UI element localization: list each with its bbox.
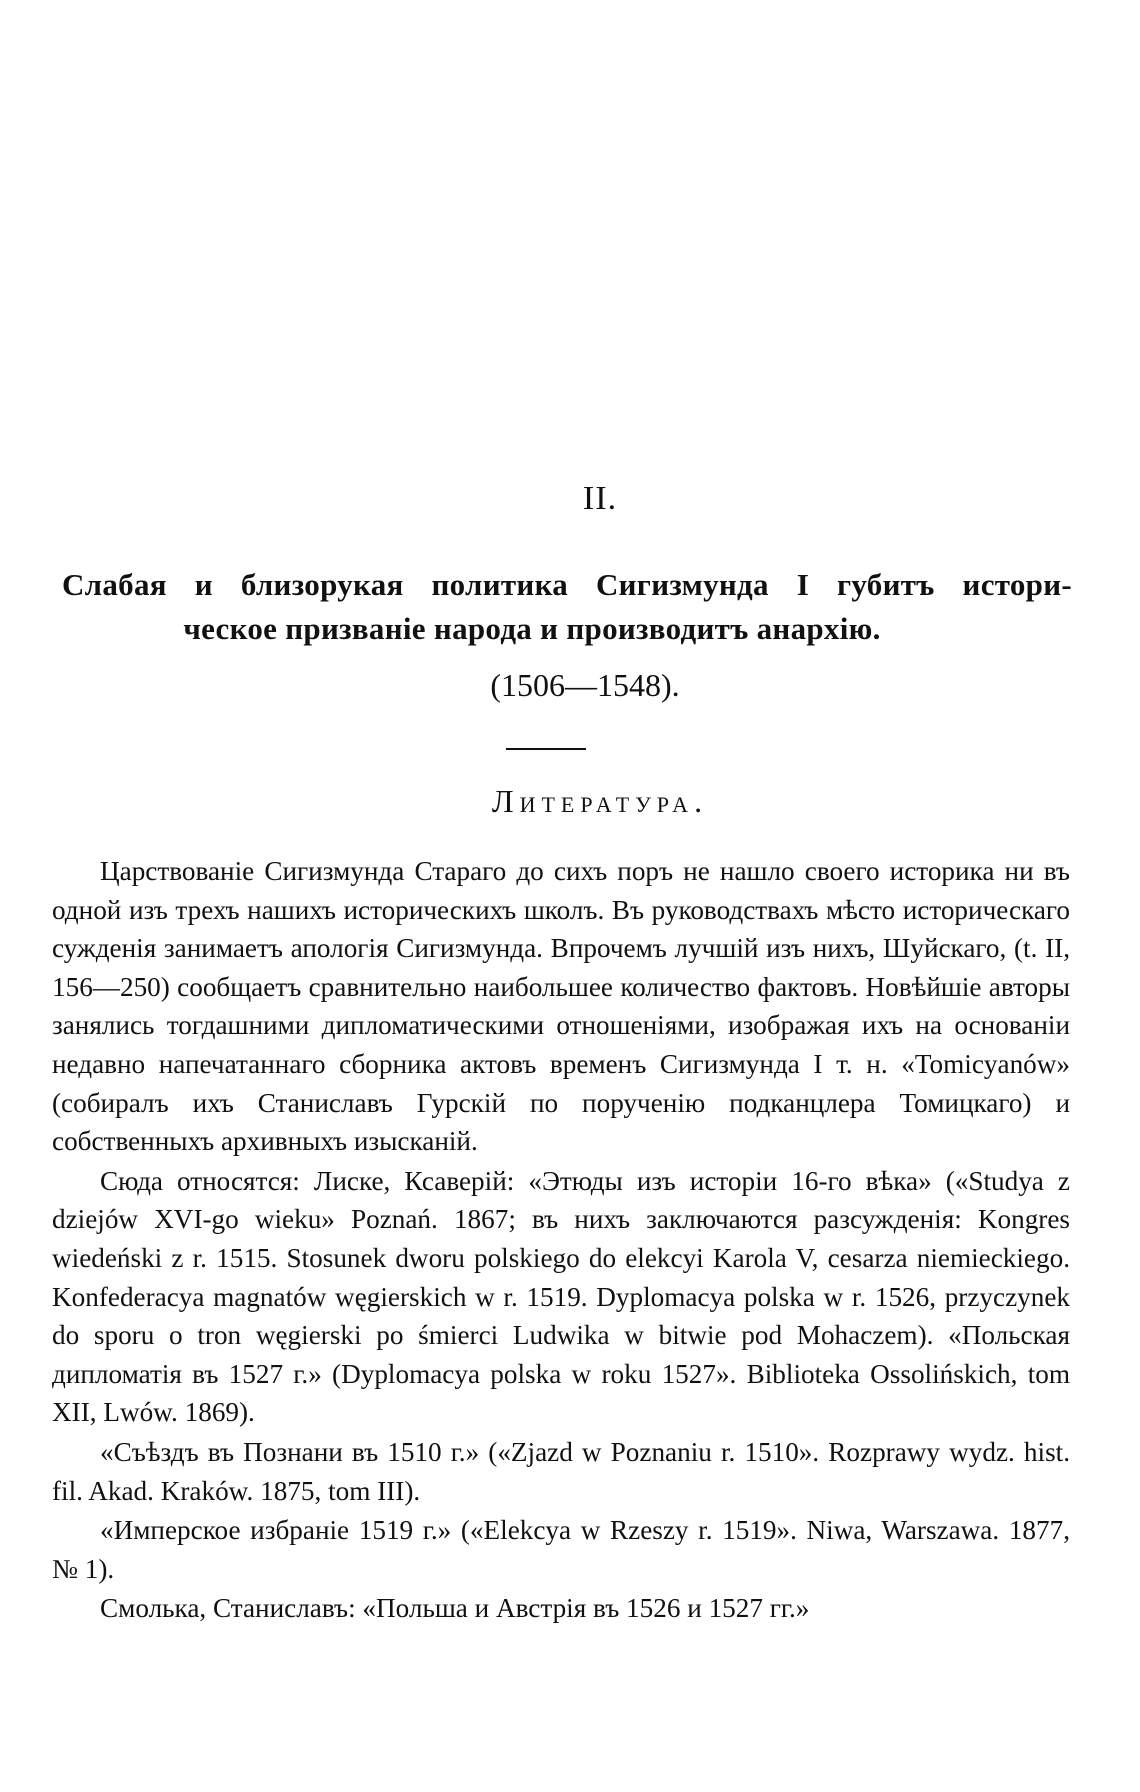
paragraph-bibliography-elekcya: «Имперское избраніе 1519 г.» («Elekcya w Rzeszy r. 1519». Niwa, Warszawa. 1877, № 1). <box>52 1515 1070 1584</box>
paragraph-bibliography-smolka: Смолька, Станиславъ: «Польша и Австрія въ 1526 и 1527 гг.» <box>100 1593 810 1624</box>
section-heading-literature: Литература. <box>491 783 709 819</box>
chapter-title-line-1: Слабая и близорукая политика Сигизмунда I губитъ истори- <box>62 567 1072 602</box>
body-text <box>52 852 1070 1628</box>
chapter-number: II. <box>582 480 618 517</box>
chapter-title-line-2: ческое призваніе народа и производитъ анархію. <box>183 611 881 646</box>
section-divider-rule <box>506 748 586 750</box>
paragraph-bibliography-liske: Сюда относятся: Лиске, Ксаверій: «Этюды изъ исторіи 16-го вѣка» («Studya z dziejów XVI-go wieku» Poznań. 1867; въ нихъ заключаются разсужденія: Kongres wiedeński z r. 1515. Stosunek dworu polskiego do elekcyi Karola V, cesarza niemieckiego. Konfederacya magnatów węgierskich w r. 1519. Dyplomacya polska w r. 1526, przyczynek do sporu o tron węgierski po śmierci Ludwika w bitwie pod Mohaczem). «Польская дипломатія въ 1527 г.» (Dyplomacya polska w roku 1527». Biblioteka Ossolińskich, tom XII, Lwów. 1869). <box>52 1165 1070 1428</box>
paragraph-bibliography-zjazd: «Съѣздъ въ Познани въ 1510 г.» («Zjazd w Poznaniu r. 1510». Rozprawy wydz. hist. fil. Akad. Kraków. 1875, tom III). <box>52 1436 1070 1506</box>
chapter-title <box>62 563 1072 651</box>
paragraph-intro: Царствованіе Сигизмунда Стараго до сихъ поръ не нашло своего историка ни въ одной изъ трехъ нашихъ историческихъ школъ. Въ руководствахъ мѣсто историческаго сужденія занимаетъ апологія Сигизмунда. Впрочемъ лучшій изъ нихъ, Шуйскаго, (t. II, 156—250) сообщаетъ сравнительно наибольшее количество фактовъ. Новѣйшіе авторы занялись тогдашними дипломатическими отношеніями, изображая ихъ на основаніи недавно напечатаннаго сборника актовъ временъ Сигизмунда I т. н. «Tomicyanów» (собиралъ ихъ Станиславъ Гурскій по порученію подканцлера Томицкаго) и собственныхъ архивныхъ изысканій. <box>52 856 1070 1157</box>
chapter-dates: (1506—1548). <box>490 667 680 703</box>
